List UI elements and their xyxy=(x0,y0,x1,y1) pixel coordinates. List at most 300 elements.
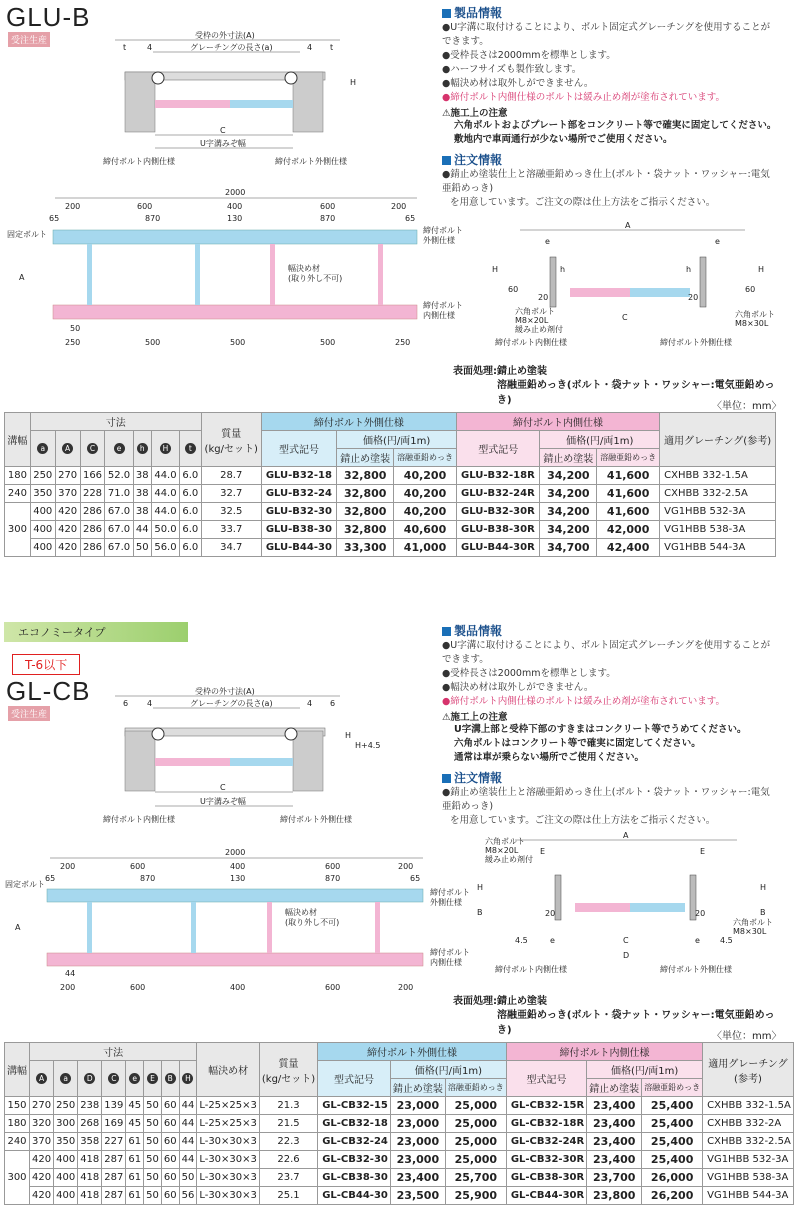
cell-A: 420 xyxy=(55,521,80,539)
svg-text:緩み止め剤付: 緩み止め剤付 xyxy=(515,325,563,334)
cell-m_in: GL-CB32-18R xyxy=(506,1115,586,1133)
cell-m_in: GL-CB32-24R xyxy=(506,1133,586,1151)
cell-grating: CXHBB 332-2.5A xyxy=(660,485,776,503)
cell-grating: VG1HBB 544-3A xyxy=(660,539,776,557)
cell-grating: CXHBB 332-1.5A xyxy=(660,467,776,485)
glcb-load-class-badge: T-6以下 xyxy=(12,654,80,675)
svg-text:870: 870 xyxy=(145,214,161,223)
svg-text:h: h xyxy=(560,265,566,274)
cell-member: L-30×30×3 xyxy=(197,1169,260,1187)
cell-B: 60 xyxy=(161,1133,179,1151)
cell-a: 350 xyxy=(54,1133,78,1151)
cell-E: 50 xyxy=(144,1097,162,1115)
cell-t: 6.0 xyxy=(180,485,202,503)
cell-m_out: GL-CB32-15 xyxy=(318,1097,391,1115)
cell-A: 270 xyxy=(30,1097,54,1115)
cell-p_in2: 42,400 xyxy=(597,539,660,557)
cell-grating: CXHBB 332-2A xyxy=(703,1115,794,1133)
svg-text:200: 200 xyxy=(60,862,76,871)
svg-text:締付ボルト外側仕様: 締付ボルト外側仕様 xyxy=(660,338,732,347)
cell-member: L-30×30×3 xyxy=(197,1133,260,1151)
glcb-spec-table: 溝幅 寸法 幅決め材 質量 (kg/セット) 締付ボルト外側仕様 締付ボルト内側仕様 適用グレーチング (参考) A a D C e E B H 型式記号 価格(円/両1m) 型式記号 価格(円/両1m) 錆止め塗装 溶融亜鉛めっき 錆止め塗装 溶融亜鉛めっき 150 270 250 238 139 45 50 60 44 L-25×25×3 21.3 GL-CB32-15 23,000 25,000 GL-CB32-15R 23,400 25,400 CXHBB 332-1.5A 180 320 300 268 169 45 50 60 44 L-25×25×3 21.5 GL-CB32-18 23,000 25,000 GL-CB32-18R 23,400 25,400 CXHBB 332-2A 240 370 350 358 227 61 50 60 44 L-30×30×3 22.3 GL-CB32-24 23,000 25,000 GL-CB32-24R 23,400 25,400 CXHBB 332-2.5A 300 420 400 418 287 61 50 60 44 L-30×30×3 22.6 GL-CB32-30 23,000 25,000 GL-CB32-30R 23,400 25,400 VG1HBB 532-3A 420 400 418 287 61 50 60 50 L-30×30×3 23.7 GL-CB38-30 23,400 25,700 GL-CB38-30R 23,700 26,000 VG1HBB 538-3A 420 400 418 287 61 50 60 56 L-30×30×3 25.1 GL-CB44-30 23,500 25,900 GL-CB44-30R 23,800 26,200 VG1HBB 544-3A xyxy=(4,1042,794,1205)
cell-a: 250 xyxy=(30,467,55,485)
cell-p_out1: 23,000 xyxy=(390,1115,445,1133)
cell-p_in1: 23,700 xyxy=(587,1169,642,1187)
svg-text:(取り外し不可): (取り外し不可) xyxy=(285,918,340,927)
cell-width: 240 xyxy=(5,1133,30,1151)
cell-p_in2: 42,000 xyxy=(597,521,660,539)
cell-C: 287 xyxy=(102,1169,126,1187)
glcb-model-title: GL-CB xyxy=(6,676,91,706)
glcb-unit-label: 〈単位：mm〉 xyxy=(712,1031,782,1042)
svg-text:60: 60 xyxy=(508,285,519,294)
cell-mass: 33.7 xyxy=(201,521,261,539)
svg-text:M8×20L: M8×20L xyxy=(485,846,519,855)
svg-text:600: 600 xyxy=(325,983,341,992)
cell-p_in2: 25,400 xyxy=(642,1151,703,1169)
svg-text:H: H xyxy=(350,78,357,87)
svg-text:固定ボルト: 固定ボルト xyxy=(7,230,47,239)
cell-A: 370 xyxy=(30,1133,54,1151)
cell-m_in: GLU-B32-24R xyxy=(456,485,539,503)
glub-model-title: GLU-B xyxy=(6,2,91,32)
cell-m_in: GLU-B32-18R xyxy=(456,467,539,485)
table-row xyxy=(5,521,776,539)
cell-p_in1: 23,800 xyxy=(587,1187,642,1205)
svg-text:400: 400 xyxy=(227,202,243,211)
cell-m_out: GLU-B44-30 xyxy=(261,539,336,557)
cell-p_in2: 41,600 xyxy=(597,485,660,503)
svg-text:A: A xyxy=(19,273,25,282)
cell-H: 44.0 xyxy=(151,467,179,485)
cell-E: 50 xyxy=(144,1133,162,1151)
glub-detail-diagram xyxy=(490,221,775,350)
svg-text:4: 4 xyxy=(147,43,153,52)
cell-width: 150 xyxy=(5,1097,30,1115)
svg-text:20: 20 xyxy=(538,293,549,302)
glcb-cross-section-diagram xyxy=(95,686,381,828)
svg-text:200: 200 xyxy=(398,983,414,992)
glub-spec-table: 溝幅 寸法 質量 (kg/セット) 締付ボルト外側仕様 締付ボルト内側仕様 適用グレーチング(参考) a A C e h H t 型式記号 価格(円/両1m) 型式記号 価格(円/両1m) 錆止め塗装 溶融亜鉛めっき 錆止め塗装 溶融亜鉛めっき 180 250 270 166 52.0 38 44.0 6.0 28.7 GLU-B32-18 32,800 40,200 GLU-B32-18R 34,200 41,600 CXHBB 332-1.5A 240 350 370 228 71.0 38 44.0 6.0 32.7 GLU-B32-24 32,800 40,200 GLU-B32-24R 34,200 41,600 CXHBB 332-2.5A 300 400 420 286 67.0 38 44.0 6.0 32.5 GLU-B32-30 32,800 40,200 GLU-B32-30R 34,200 41,600 VG1HBB 532-3A 400 420 286 67.0 44 50.0 6.0 33.7 GLU-B38-30 32,800 40,600 GLU-B38-30R 34,200 42,000 VG1HBB 538-3A 400 420 286 67.0 50 56.0 6.0 34.7 GLU-B44-30 33,300 41,000 GLU-B44-30R 34,700 42,400 VG1HBB 544-3A xyxy=(4,412,776,557)
svg-text:200: 200 xyxy=(391,202,407,211)
svg-text:六角ボルト: 六角ボルト xyxy=(733,918,773,927)
glub-outer-dim-label: 受枠の外寸法(A) xyxy=(195,31,255,40)
glub-surface-treatment-2: 溶融亜鉛めっき(ボルト・袋ナット・ワッシャー:電気亜鉛めっき) xyxy=(497,380,775,406)
table-row xyxy=(5,1151,794,1169)
cell-B: 60 xyxy=(161,1115,179,1133)
glub-plan-diagram xyxy=(5,185,463,350)
svg-text:400: 400 xyxy=(230,862,246,871)
cell-H: 56.0 xyxy=(151,539,179,557)
cell-width: 300 xyxy=(5,1151,30,1205)
svg-text:e: e xyxy=(715,237,720,246)
svg-text:2000: 2000 xyxy=(225,848,246,857)
svg-text:C: C xyxy=(622,313,628,322)
svg-text:200: 200 xyxy=(65,202,81,211)
svg-text:60: 60 xyxy=(745,285,756,294)
cell-m_in: GLU-B38-30R xyxy=(456,521,539,539)
cell-p_out2: 40,600 xyxy=(394,521,457,539)
cell-D: 268 xyxy=(78,1115,102,1133)
cell-m_out: GL-CB32-24 xyxy=(318,1133,391,1151)
svg-text:600: 600 xyxy=(130,983,146,992)
cell-mass: 22.6 xyxy=(259,1151,317,1169)
svg-text:6: 6 xyxy=(123,699,129,708)
svg-text:M8×30L: M8×30L xyxy=(735,319,769,328)
svg-text:e: e xyxy=(550,936,555,945)
svg-text:締付ボルト外側仕様: 締付ボルト外側仕様 xyxy=(660,965,732,974)
cell-p_in1: 23,400 xyxy=(587,1115,642,1133)
glub-cross-section-diagram xyxy=(95,30,365,172)
svg-text:E: E xyxy=(540,847,546,856)
cell-B: 60 xyxy=(161,1169,179,1187)
cell-H: 44 xyxy=(179,1133,197,1151)
cell-member: L-30×30×3 xyxy=(197,1187,260,1205)
cell-mass: 23.7 xyxy=(259,1169,317,1187)
glub-unit-label: 〈単位：mm〉 xyxy=(712,401,782,412)
svg-text:内側仕様: 内側仕様 xyxy=(430,958,462,967)
cell-mass: 21.3 xyxy=(259,1097,317,1115)
cell-H: 44 xyxy=(179,1151,197,1169)
svg-text:固定ボルト: 固定ボルト xyxy=(5,880,45,889)
glcb-surface-treatment-1: 表面処理:錆止め塗装 xyxy=(453,996,547,1007)
cell-h: 50 xyxy=(133,539,151,557)
svg-text:65: 65 xyxy=(45,874,56,883)
cell-mass: 34.7 xyxy=(201,539,261,557)
svg-text:t: t xyxy=(330,43,334,52)
cell-C: 169 xyxy=(102,1115,126,1133)
cell-H: 44 xyxy=(179,1115,197,1133)
cell-p_out1: 32,800 xyxy=(337,521,394,539)
cell-D: 358 xyxy=(78,1133,102,1151)
cell-e: 61 xyxy=(126,1133,144,1151)
cell-m_out: GLU-B38-30 xyxy=(261,521,336,539)
svg-text:六角ボルト: 六角ボルト xyxy=(735,310,775,319)
svg-text:870: 870 xyxy=(325,874,341,883)
svg-text:M8×30L: M8×30L xyxy=(733,927,767,936)
cell-h: 44 xyxy=(133,521,151,539)
cell-m_out: GLU-B32-18 xyxy=(261,467,336,485)
cell-e: 45 xyxy=(126,1097,144,1115)
cell-p_out1: 23,000 xyxy=(390,1133,445,1151)
cell-member: L-25×25×3 xyxy=(197,1097,260,1115)
svg-text:内側仕様: 内側仕様 xyxy=(423,311,455,320)
cell-B: 60 xyxy=(161,1151,179,1169)
svg-text:H: H xyxy=(758,265,765,274)
glcb-product-info: 製品情報 ●U字溝に取付けることにより、ボルト固定式グレーチングを使用することができます。 ●受枠長さは2000mmを標準とします。 ●幅決め材は取外しができません。 ●締付ボルト内側仕様のボルトは緩み止め剤が塗布されています。 ⚠施工上の注意 U字溝上部と受枠下部のすきまはコンクリート等でうめてください。 六角ボルトはコンクリート等で確実に固定してください。 通常は車が乗らない場所でご使用ください。 注文情報 ●錆止め塗装仕上と溶融亜鉛めっき仕上(ボルト・袋ナット・ワッシャー:電気亜鉛めっき) を用意しています。ご注文の際は仕上方法をご指示ください。 xyxy=(442,624,771,826)
glub-outer-spec-label: 締付ボルト外側仕様 xyxy=(275,157,347,166)
cell-m_in: GL-CB32-30R xyxy=(506,1151,586,1169)
table-row xyxy=(5,467,776,485)
svg-text:C: C xyxy=(220,783,226,792)
cell-p_in1: 34,700 xyxy=(540,539,597,557)
svg-text:緩み止め剤付: 緩み止め剤付 xyxy=(485,855,533,864)
svg-text:B: B xyxy=(760,908,766,917)
svg-text:U字溝みぞ幅: U字溝みぞ幅 xyxy=(200,139,246,148)
cell-a: 300 xyxy=(54,1115,78,1133)
cell-B: 60 xyxy=(161,1187,179,1205)
cell-p_out2: 25,700 xyxy=(445,1169,506,1187)
glcb-plan-diagram xyxy=(5,845,470,995)
cell-e: 61 xyxy=(126,1187,144,1205)
glcb-made-to-order-badge: 受注生産 xyxy=(8,706,50,721)
svg-text:6: 6 xyxy=(330,699,336,708)
svg-text:e: e xyxy=(545,237,550,246)
cell-m_out: GLU-B32-30 xyxy=(261,503,336,521)
cell-p_in2: 41,600 xyxy=(597,503,660,521)
svg-text:2000: 2000 xyxy=(225,188,246,197)
cell-C: 287 xyxy=(102,1187,126,1205)
svg-text:200: 200 xyxy=(60,983,76,992)
glcb-detail-diagram xyxy=(475,830,773,980)
cell-p_out2: 25,000 xyxy=(445,1115,506,1133)
cell-C: 287 xyxy=(102,1151,126,1169)
cell-C: 286 xyxy=(80,539,105,557)
table-row xyxy=(5,1097,794,1115)
cell-A: 420 xyxy=(55,503,80,521)
cell-a: 400 xyxy=(30,539,55,557)
glub-inner-spec-label: 締付ボルト内側仕様 xyxy=(103,157,175,166)
svg-text:幅決め材: 幅決め材 xyxy=(288,264,320,273)
svg-text:4: 4 xyxy=(307,699,313,708)
cell-p_in2: 25,400 xyxy=(642,1097,703,1115)
cell-C: 139 xyxy=(102,1097,126,1115)
cell-mass: 21.5 xyxy=(259,1115,317,1133)
cell-H: 50.0 xyxy=(151,521,179,539)
cell-H: 44.0 xyxy=(151,485,179,503)
cell-p_in2: 25,400 xyxy=(642,1133,703,1151)
table-row xyxy=(5,1169,794,1187)
svg-text:締付ボルト内側仕様: 締付ボルト内側仕様 xyxy=(495,965,567,974)
cell-C: 228 xyxy=(80,485,105,503)
cell-a: 400 xyxy=(54,1187,78,1205)
svg-text:65: 65 xyxy=(405,214,416,223)
svg-text:締付ボルト: 締付ボルト xyxy=(430,888,470,897)
svg-text:65: 65 xyxy=(49,214,60,223)
cell-m_out: GL-CB38-30 xyxy=(318,1169,391,1187)
svg-text:グレーチングの長さ(a): グレーチングの長さ(a) xyxy=(190,699,273,708)
cell-p_in1: 23,400 xyxy=(587,1133,642,1151)
svg-text:外側仕様: 外側仕様 xyxy=(430,898,462,907)
cell-m_in: GL-CB44-30R xyxy=(506,1187,586,1205)
svg-text:締付ボルト: 締付ボルト xyxy=(423,226,463,235)
cell-e: 61 xyxy=(126,1169,144,1187)
cell-grating: CXHBB 332-1.5A xyxy=(703,1097,794,1115)
svg-text:870: 870 xyxy=(320,214,336,223)
svg-text:D: D xyxy=(623,951,630,960)
cell-p_out1: 23,500 xyxy=(390,1187,445,1205)
svg-text:A: A xyxy=(625,221,631,230)
cell-p_in2: 41,600 xyxy=(597,467,660,485)
cell-D: 418 xyxy=(78,1169,102,1187)
cell-C: 286 xyxy=(80,521,105,539)
svg-text:C: C xyxy=(220,126,226,135)
cell-p_out2: 25,000 xyxy=(445,1133,506,1151)
glub-grating-length-label: グレーチングの長さ(a) xyxy=(190,43,273,52)
cell-p_in2: 26,000 xyxy=(642,1169,703,1187)
svg-text:六角ボルト: 六角ボルト xyxy=(515,307,555,316)
svg-text:4: 4 xyxy=(307,43,313,52)
cell-p_in1: 34,200 xyxy=(540,467,597,485)
svg-text:600: 600 xyxy=(130,862,146,871)
cell-C: 286 xyxy=(80,503,105,521)
cell-grating: VG1HBB 532-3A xyxy=(703,1151,794,1169)
cell-p_in1: 23,400 xyxy=(587,1151,642,1169)
svg-text:870: 870 xyxy=(140,874,156,883)
svg-text:締付ボルト内側仕様: 締付ボルト内側仕様 xyxy=(495,338,567,347)
cell-m_in: GLU-B32-30R xyxy=(456,503,539,521)
cell-t: 6.0 xyxy=(180,467,202,485)
cell-p_in2: 26,200 xyxy=(642,1187,703,1205)
glub-product-info: 製品情報 ●U字溝に取付けることにより、ボルト固定式グレーチングを使用することができます。 ●受枠長さは2000mmを標準とします。 ●ハーフサイズも製作致します。 ●幅決め材は取外しができません。 ●締付ボルト内側仕様のボルトは緩み止め剤が塗布されています。 ⚠施工上の注意 六角ボルトおよびプレート部をコンクリート等で確実に固定してください。 敷地内で車両通行が少ない場所でご使用ください。 注文情報 ●錆止め塗装仕上と溶融亜鉛めっき仕上(ボルト・袋ナット・ワッシャー:電気亜鉛めっき) を用意しています。ご注文の際は仕上方法をご指示ください。 xyxy=(442,6,777,208)
table-row xyxy=(5,503,776,521)
cell-p_out1: 23,000 xyxy=(390,1097,445,1115)
cell-A: 370 xyxy=(55,485,80,503)
cell-H: 44 xyxy=(179,1097,197,1115)
cell-t: 6.0 xyxy=(180,539,202,557)
cell-D: 418 xyxy=(78,1187,102,1205)
svg-text:4.5: 4.5 xyxy=(515,936,528,945)
cell-m_out: GL-CB32-18 xyxy=(318,1115,391,1133)
cell-member: L-30×30×3 xyxy=(197,1151,260,1169)
cell-a: 250 xyxy=(54,1097,78,1115)
cell-mass: 22.3 xyxy=(259,1133,317,1151)
cell-a: 400 xyxy=(54,1169,78,1187)
svg-text:600: 600 xyxy=(320,202,336,211)
cell-grating: VG1HBB 532-3A xyxy=(660,503,776,521)
cell-p_out2: 40,200 xyxy=(394,485,457,503)
svg-text:500: 500 xyxy=(230,338,246,347)
cell-C: 227 xyxy=(102,1133,126,1151)
cell-p_out1: 23,400 xyxy=(390,1169,445,1187)
cell-H: 56 xyxy=(179,1187,197,1205)
cell-a: 400 xyxy=(30,503,55,521)
cell-E: 50 xyxy=(144,1169,162,1187)
cell-p_out1: 33,300 xyxy=(337,539,394,557)
cell-A: 420 xyxy=(30,1151,54,1169)
cell-p_in1: 34,200 xyxy=(540,503,597,521)
cell-t: 6.0 xyxy=(180,503,202,521)
cell-e: 67.0 xyxy=(105,503,133,521)
cell-h: 38 xyxy=(133,503,151,521)
cell-width: 300 xyxy=(5,503,31,557)
svg-text:締付ボルト内側仕様: 締付ボルト内側仕様 xyxy=(103,815,175,824)
cell-h: 38 xyxy=(133,467,151,485)
cell-grating: VG1HBB 544-3A xyxy=(703,1187,794,1205)
svg-text:E: E xyxy=(700,847,706,856)
svg-text:外側仕様: 外側仕様 xyxy=(423,236,455,245)
svg-text:200: 200 xyxy=(398,862,414,871)
cell-A: 320 xyxy=(30,1115,54,1133)
cell-A: 420 xyxy=(30,1187,54,1205)
cell-e: 67.0 xyxy=(105,521,133,539)
cell-e: 52.0 xyxy=(105,467,133,485)
cell-m_out: GL-CB44-30 xyxy=(318,1187,391,1205)
svg-text:130: 130 xyxy=(230,874,246,883)
svg-text:h: h xyxy=(686,265,692,274)
svg-text:締付ボルト: 締付ボルト xyxy=(423,301,463,310)
cell-p_in1: 23,400 xyxy=(587,1097,642,1115)
svg-text:500: 500 xyxy=(320,338,336,347)
svg-text:250: 250 xyxy=(395,338,411,347)
cell-H: 44.0 xyxy=(151,503,179,521)
cell-mass: 32.7 xyxy=(201,485,261,503)
cell-p_out1: 32,800 xyxy=(337,467,394,485)
svg-text:締付ボルト: 締付ボルト xyxy=(430,948,470,957)
cell-e: 45 xyxy=(126,1115,144,1133)
glcb-economy-band: エコノミータイプ xyxy=(4,622,188,642)
svg-text:250: 250 xyxy=(65,338,81,347)
cell-A: 270 xyxy=(55,467,80,485)
svg-text:4: 4 xyxy=(147,699,153,708)
cell-p_out2: 41,000 xyxy=(394,539,457,557)
cell-member: L-25×25×3 xyxy=(197,1115,260,1133)
table-row xyxy=(5,1115,794,1133)
svg-text:H: H xyxy=(345,731,352,740)
cell-e: 71.0 xyxy=(105,485,133,503)
cell-m_in: GL-CB32-15R xyxy=(506,1097,586,1115)
cell-width: 180 xyxy=(5,467,31,485)
cell-p_out1: 23,000 xyxy=(390,1151,445,1169)
svg-text:65: 65 xyxy=(410,874,421,883)
svg-text:締付ボルト外側仕様: 締付ボルト外側仕様 xyxy=(280,815,352,824)
cell-width: 240 xyxy=(5,485,31,503)
cell-p_out1: 32,800 xyxy=(337,503,394,521)
svg-text:600: 600 xyxy=(325,862,341,871)
cell-E: 50 xyxy=(144,1187,162,1205)
cell-m_out: GLU-B32-24 xyxy=(261,485,336,503)
cell-p_out1: 32,800 xyxy=(337,485,394,503)
cell-E: 50 xyxy=(144,1151,162,1169)
svg-text:B: B xyxy=(477,908,483,917)
svg-text:600: 600 xyxy=(137,202,153,211)
cell-A: 420 xyxy=(55,539,80,557)
table-row xyxy=(5,539,776,557)
cell-grating: VG1HBB 538-3A xyxy=(703,1169,794,1187)
cell-C: 166 xyxy=(80,467,105,485)
cell-m_out: GL-CB32-30 xyxy=(318,1151,391,1169)
svg-text:H: H xyxy=(492,265,499,274)
cell-p_in2: 25,400 xyxy=(642,1115,703,1133)
svg-text:400: 400 xyxy=(230,983,246,992)
cell-p_in1: 34,200 xyxy=(540,521,597,539)
svg-text:A: A xyxy=(15,923,21,932)
cell-a: 400 xyxy=(54,1151,78,1169)
cell-width: 180 xyxy=(5,1115,30,1133)
cell-mass: 32.5 xyxy=(201,503,261,521)
cell-D: 418 xyxy=(78,1151,102,1169)
svg-text:20: 20 xyxy=(695,909,706,918)
cell-mass: 28.7 xyxy=(201,467,261,485)
cell-m_in: GL-CB38-30R xyxy=(506,1169,586,1187)
cell-a: 400 xyxy=(30,521,55,539)
cell-A: 420 xyxy=(30,1169,54,1187)
svg-text:幅決め材: 幅決め材 xyxy=(285,908,317,917)
svg-text:C: C xyxy=(623,936,629,945)
svg-text:A: A xyxy=(623,831,629,840)
glub-surface-treatment-1: 表面処理:錆止め塗装 xyxy=(453,366,547,377)
cell-h: 38 xyxy=(133,485,151,503)
cell-a: 350 xyxy=(30,485,55,503)
svg-text:H: H xyxy=(477,883,484,892)
svg-text:M8×20L: M8×20L xyxy=(515,316,549,325)
cell-B: 60 xyxy=(161,1097,179,1115)
svg-text:4.5: 4.5 xyxy=(720,936,733,945)
table-row xyxy=(5,1187,794,1205)
cell-m_in: GLU-B44-30R xyxy=(456,539,539,557)
cell-p_in1: 34,200 xyxy=(540,485,597,503)
cell-D: 238 xyxy=(78,1097,102,1115)
